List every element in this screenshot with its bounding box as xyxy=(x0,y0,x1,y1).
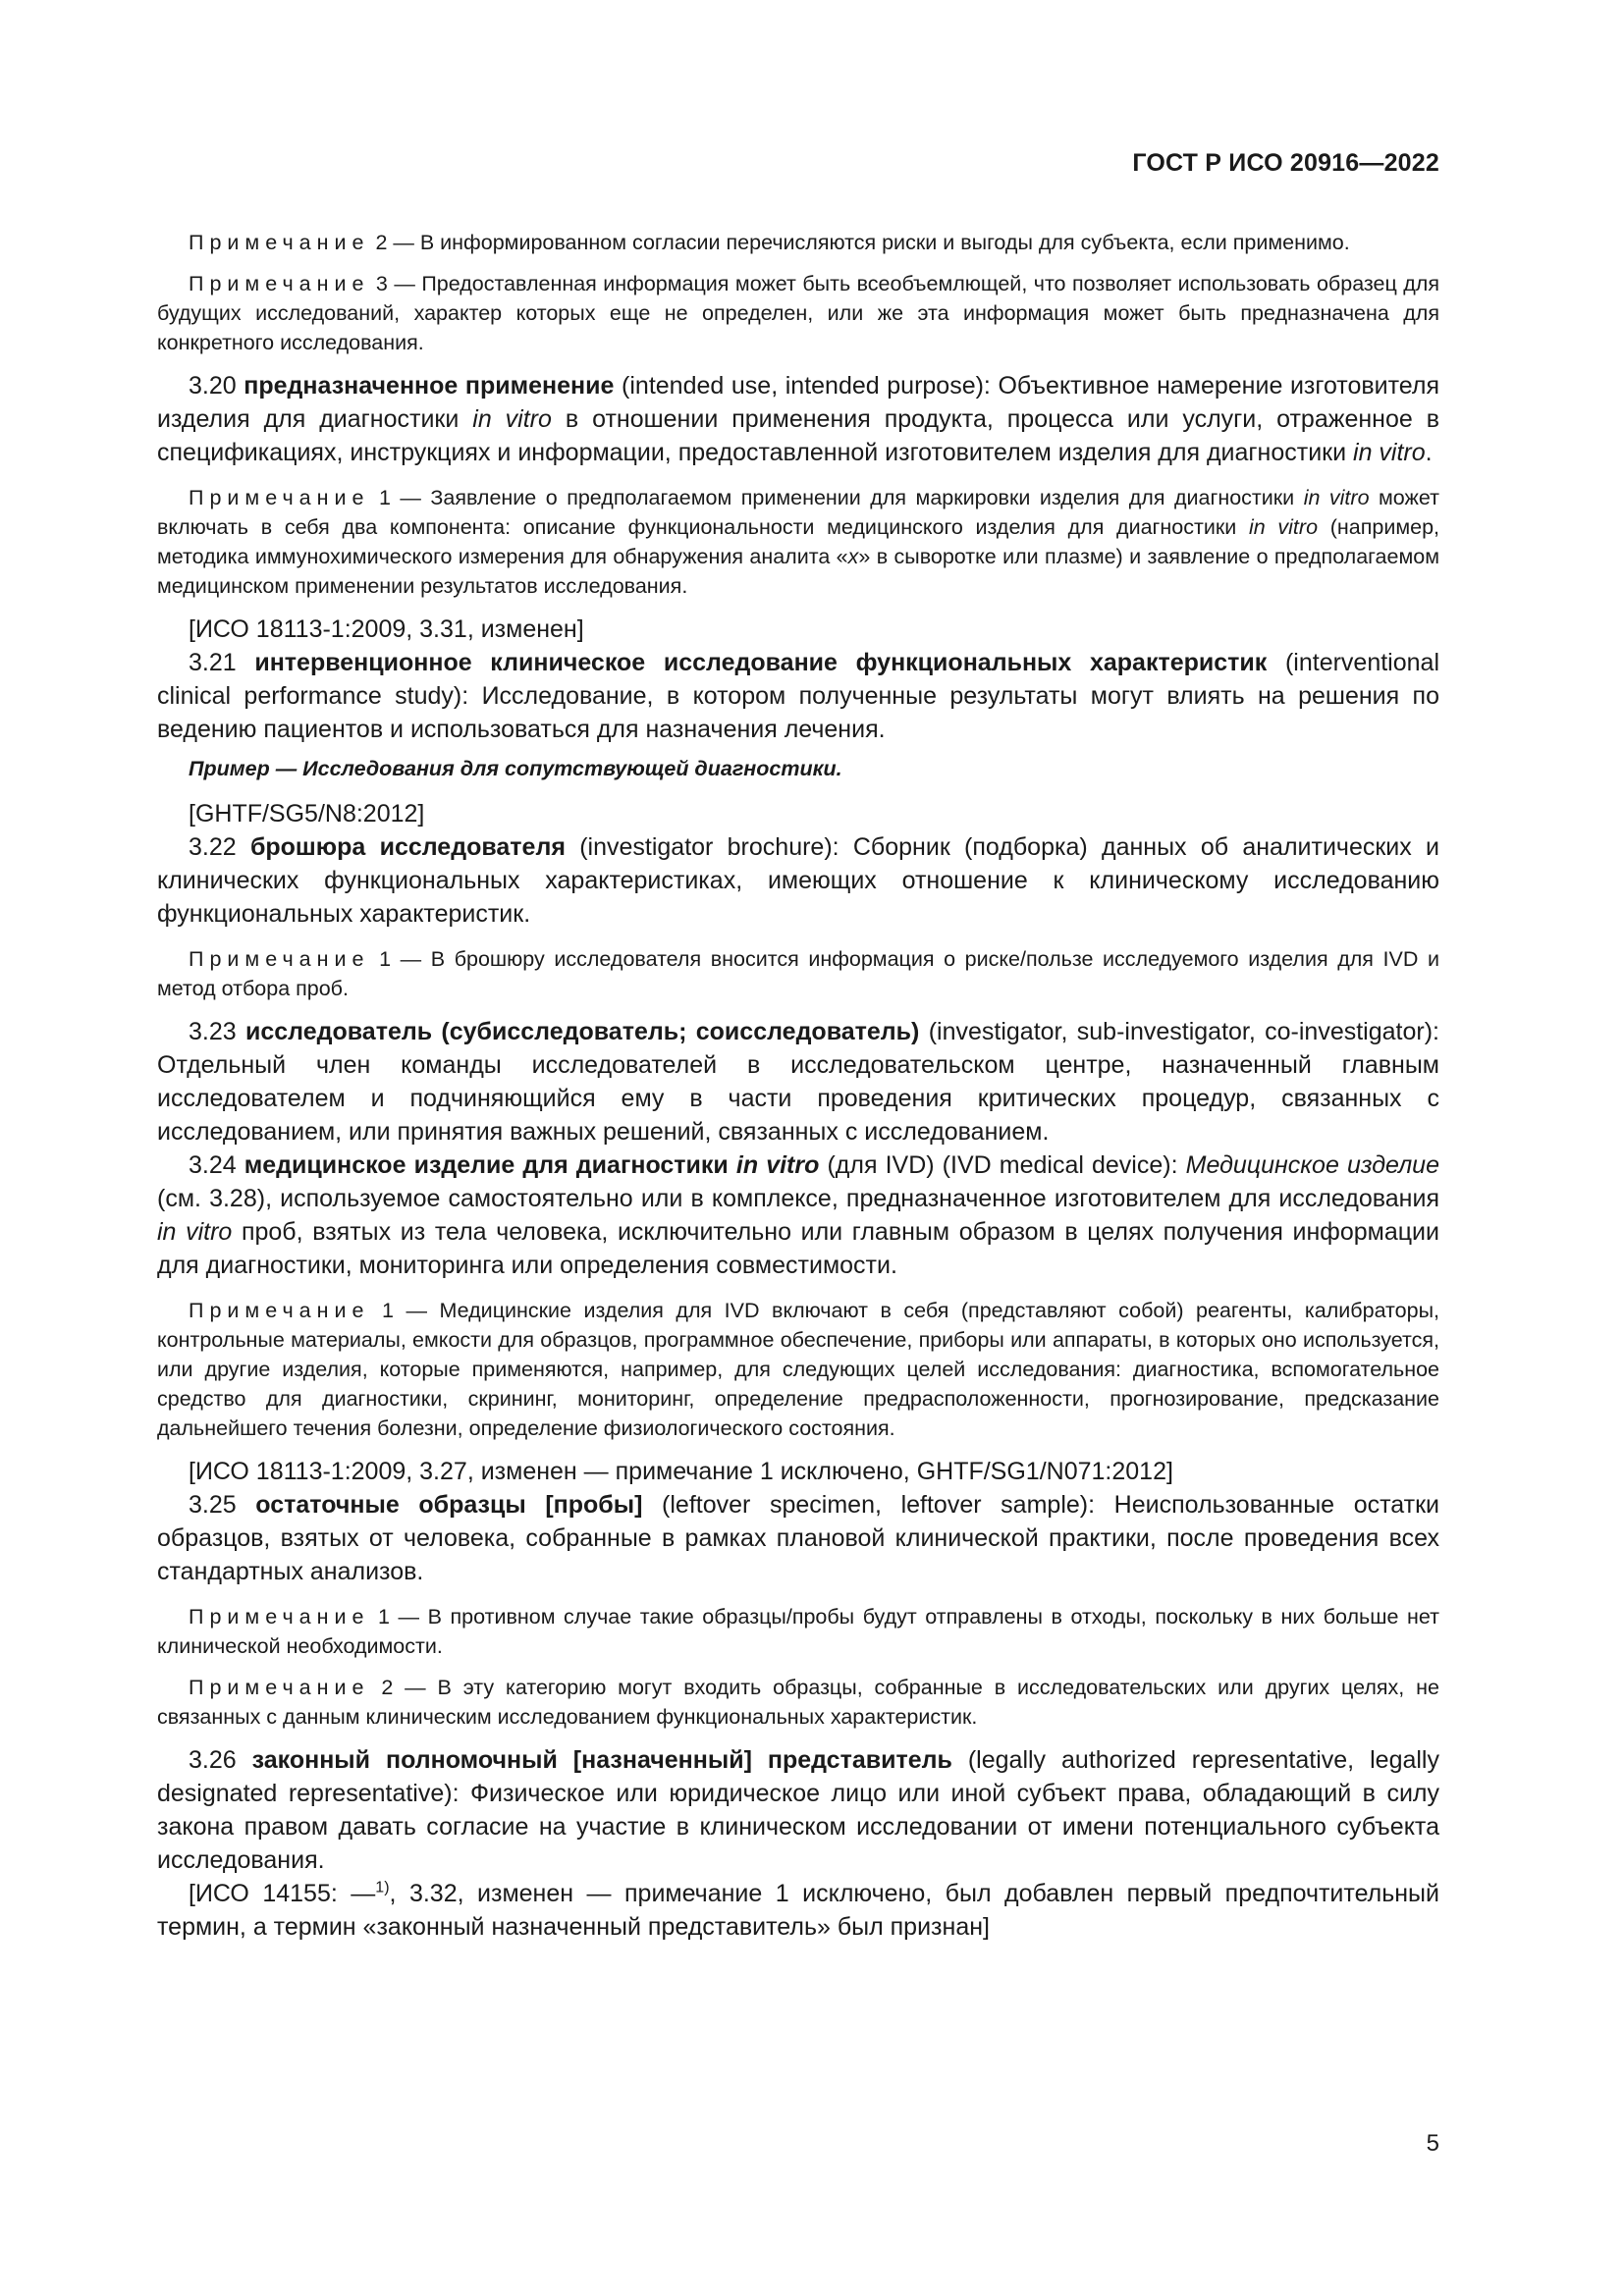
term-title: предназначенное применение xyxy=(244,372,615,400)
term-3-21: 3.21 интервенционное клиническое исследование функциональных характеристик (interventional clinical performance study): Исследование, в котором полученные результаты могут влиять на решения по ведению пациентов и использоваться для назначения лечения. xyxy=(157,649,1439,743)
term-3-22: 3.22 брошюра исследователя (investigator brochure): Сборник (подборка) данных об аналитических и клинических функциональных характеристиках, имеющих отношение к клиническому исследованию функциональных характеристик. xyxy=(157,833,1440,928)
note-label: Примечание xyxy=(189,947,370,971)
example-companion-diagnostics: Пример — Исследования для сопутствующей диагностики. xyxy=(189,757,842,780)
term-3-25: 3.25 остаточные образцы [пробы] (leftover specimen, leftover sample): Неиспользованные остатки образцов, взятых от человека, собранные в рамках плановой клинической практики, после проведения всех стандартных анализов. xyxy=(157,1491,1439,1585)
reference-iso-18113-3-31: [ИСО 18113-1:2009, 3.31, изменен] xyxy=(189,615,584,643)
note-1-leftover: Примечание 1 — В противном случае такие образцы/пробы будут отправлены в отходы, поскольку в них больше нет клинической необходимости. xyxy=(157,1605,1439,1658)
note-2-leftover: Примечание 2 — В эту категорию могут входить образцы, собранные в исследовательских или других целях, не связанных с данным клиническим исследованием функциональных характеристик. xyxy=(157,1676,1439,1729)
reference-iso-14155: [ИСО 14155: —$^{1)}$, 3.32, изменен — примечание 1 исключено, был добавлен первый предпочтительный термин, а термин «законный назначенный представитель» был признан] xyxy=(157,1879,1439,1941)
note-label: Примечание xyxy=(189,486,370,509)
page-number: 5 xyxy=(1426,2130,1439,2157)
term-title: законный полномочный [назначенный] представитель xyxy=(251,1746,952,1774)
term-title: медицинское изделие для диагностики in vitro xyxy=(244,1151,820,1179)
term-title: исследователь (субисследователь; соисследователь) xyxy=(244,1018,920,1045)
note-label: Примечание xyxy=(189,1676,370,1699)
note-1-intended-use: Примечание 1 — Заявление о предполагаемом применении для маркировки изделия для диагностики in vitro может включать в себя два компонента: описание функциональности медицинского изделия для диагностики in vitro (например, методика иммунохимического измерения для обнаружения аналита «x» в сыворотке или плазме) и заявление о предполагаемом медицинском применении результатов исследования. xyxy=(157,486,1440,598)
term-title: остаточные образцы [пробы] xyxy=(255,1491,643,1519)
note-2-informed-consent: Примечание 2 — В информированном согласии перечисляются риски и выгоды для субъекта, если применимо. xyxy=(189,231,1350,254)
note-label: Примечание xyxy=(189,1299,370,1322)
term-title: брошюра исследователя xyxy=(249,833,566,861)
reference-iso-18113-3-27: [ИСО 18113-1:2009, 3.27, изменен — примечание 1 исключено, GHTF/SG1/N071:2012] xyxy=(189,1458,1173,1485)
term-title: интервенционное клиническое исследование функциональных характеристик xyxy=(254,649,1268,676)
term-3-24: 3.24 медицинское изделие для диагностики in vitro (для IVD) (IVD medical device): Медицинское изделие (см. 3.28), используемое самостоятельно или в комплексе, предназначенное изготовителем для исследования in vitro проб, взятых из тела человека, исключительно или главным образом в целях получения информации для диагностики, мониторинга или определения совместимости. xyxy=(157,1151,1439,1279)
note-label: Примечание xyxy=(189,231,370,254)
note-label: Примечание xyxy=(189,272,370,295)
document-header: ГОСТ Р ИСО 20916—2022 xyxy=(1132,149,1439,177)
note-1-investigator-brochure: Примечание 1 — В брошюру исследователя вносится информация о риске/пользе исследуемого изделия для IVD и метод отбора проб. xyxy=(157,947,1440,1000)
reference-ghtf-sg5: [GHTF/SG5/N8:2012] xyxy=(189,800,425,828)
term-3-23: 3.23 исследователь (субисследователь; соисследователь) (investigator, sub-investigator, co-investigator): Отдельный член команды исследователей в исследовательском центре, назначенный главным исследователем и подчиняющийся ему в части проведения критических процедур, связанных с исследованием, или принятия важных решений, связанных с исследованием. xyxy=(157,1018,1439,1146)
note-3-informed-consent: Примечание 3 — Предоставленная информация может быть всеобъемлющей, что позволяет использовать образец для будущих исследований, характер которых еще не определен, или же эта информация может быть предназначена для конкретного исследования. xyxy=(157,272,1439,354)
footnote-marker[interactable]: 1) xyxy=(375,1879,390,1896)
note-label: Примечание xyxy=(189,1605,370,1629)
term-3-20: 3.20 предназначенное применение (intended use, intended purpose): Объективное намерение изготовителя изделия для диагностики in vitro в отношении применения продукта, процесса или услуги, отраженное в спецификациях, инструкциях и информации, предоставленной изготовителем изделия для диагностики in vitro. xyxy=(157,372,1440,466)
page-content xyxy=(157,228,1439,1944)
note-1-ivd-devices: Примечание 1 — Медицинские изделия для IVD включают в себя (представляют собой) реагенты, калибраторы, контрольные материалы, емкости для образцов, программное обеспечение, приборы или аппараты, в которых оно используется, или другие изделия, которые применяются, например, для следующих целей исследования: диагностика, вспомогательное средство для диагностики, скрининг, мониторинг, определение предрасположенности, прогнозирование, предсказание дальнейшего течения болезни, определение физиологического состояния. xyxy=(157,1299,1440,1440)
term-3-26: 3.26 законный полномочный [назначенный] представитель (legally authorized representative, legally designated representative): Физическое или юридическое лицо или иной субъект права, обладающий в силу закона правом давать согласие на участие в клиническом исследовании от имени потенциального субъекта исследования. xyxy=(157,1746,1439,1874)
